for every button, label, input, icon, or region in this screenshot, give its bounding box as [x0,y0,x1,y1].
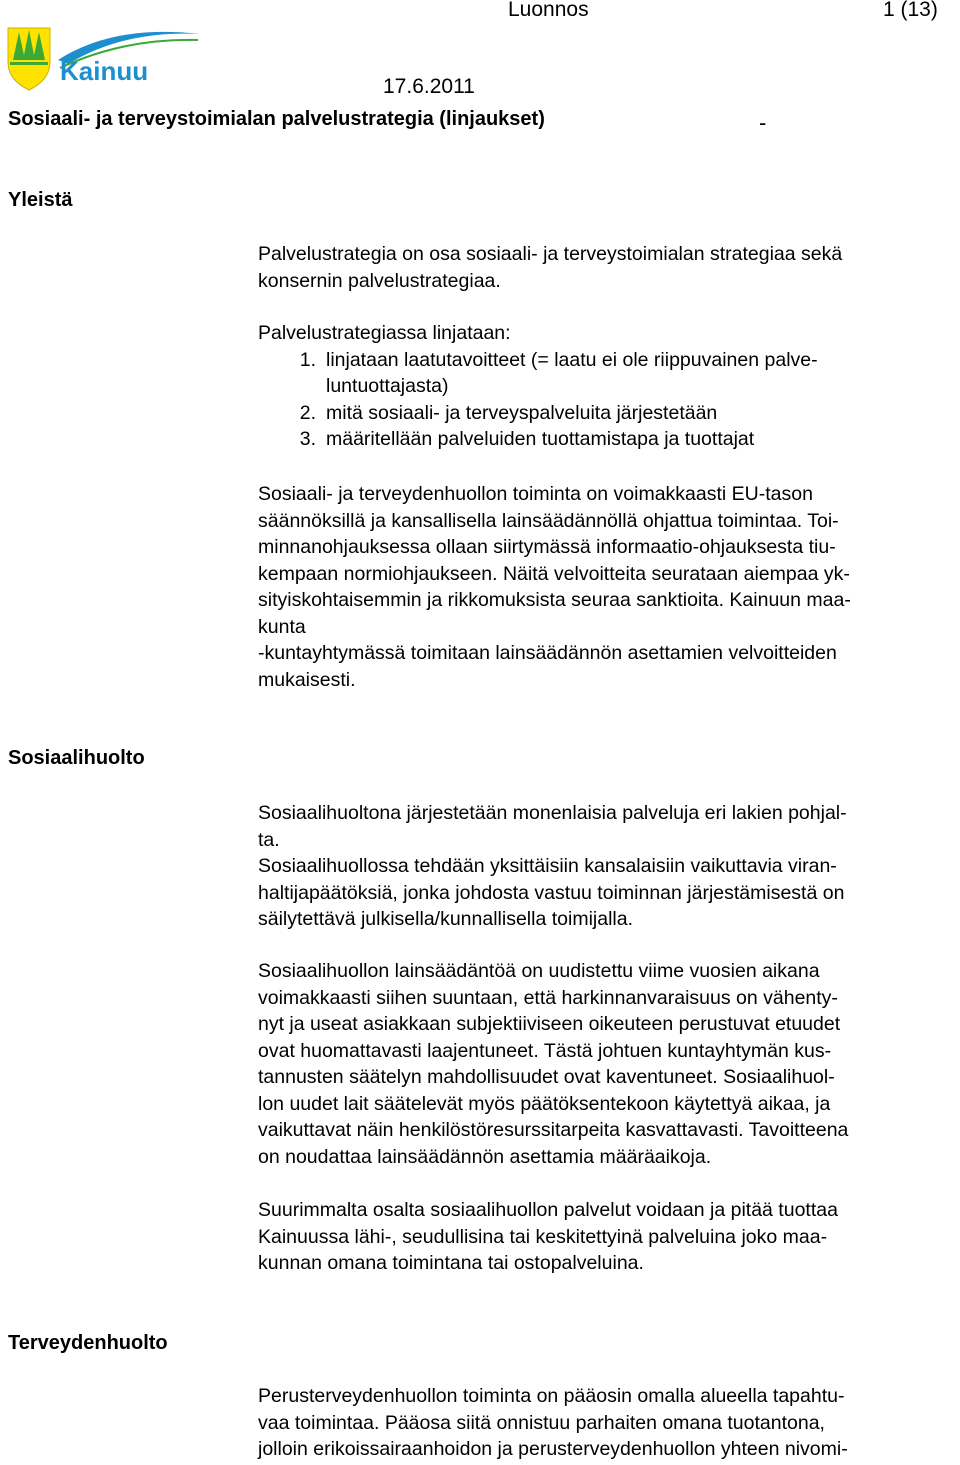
text-line: ta. [258,828,280,851]
yleista-list [258,320,958,453]
list-item-text: määritellään palveluiden tuottamistapa ja tuottajat [326,428,755,450]
yleista-paragraph-2 [258,481,958,693]
section-title-terveydenhuolto: Terveydenhuolto [8,1332,168,1354]
sosiaalihuolto-paragraph-2 [258,958,958,1170]
logo-wordmark: Kainuu [60,56,149,86]
text-line: lon uudet lait säätelevät myös päätöksentekoon käytettyä aikaa, ja [258,1092,831,1115]
page-number: 1 (13) [883,0,938,21]
list-item [258,400,958,427]
text-line: Palvelustrategia on osa sosiaali- ja terveystoimialan strategiaa sekä [258,243,843,265]
kainuu-logo-graphic [4,18,204,96]
document-title: Sosiaali- ja terveystoimialan palvelustrategia (linjaukset) [8,108,545,130]
list-item-number: 2. [299,401,316,424]
text-line: -kuntayhtymässä toimitaan lainsäädännön asettamien velvoitteiden [258,642,837,664]
sosiaalihuolto-paragraph-3 [258,1197,958,1277]
list-item-text: linjataan laatutavoitteet (= laatu ei ole riippuvainen palve- [326,348,818,371]
text-line: nyt ja useat asiakkaan subjektiiviseen oikeuteen perustuvat etuudet [258,1013,841,1035]
text-line: Sosiaalihuoltona järjestetään monenlaisia palveluja eri lakien pohjal- [258,802,847,824]
text-line: on noudattaa lainsäädännön asettamia määräaikoja. [258,1145,712,1168]
text-line: Suurimmalta osalta sosiaalihuollon palvelut voidaan ja pitää tuottaa [258,1199,838,1221]
text-line: Sosiaalihuollon lainsäädäntöä on uudistettu viime vuosien aikana [258,960,820,982]
text-line: Sosiaalihuollossa tehdään yksittäisiin kansalaisiin vaikuttavia viran- [258,855,837,877]
sosiaalihuolto-paragraph-1 [258,800,958,933]
kainuu-logo [4,18,204,96]
text-line: minnanohjauksessa ollaan siirtymässä informaatio-ohjauksesta tiu- [258,536,836,558]
list-item-number: 1. [299,348,316,371]
text-line: säilytettävä julkisella/kunnallisella toimijalla. [258,908,634,930]
text-line: kunnan omana toimintana tai ostopalveluina. [258,1252,644,1274]
header-dash: - [759,110,767,135]
text-line: konsernin palvelustrategiaa. [258,269,501,292]
text-line: vaikuttavat näin henkilöstöresurssitarpeita kasvattavasti. Tavoitteena [258,1119,849,1141]
text-line: voimakkaasti siihen suuntaan, että harkinnanvaraisuus on vähenty- [258,986,838,1009]
text-line: Kainuussa lähi-, seudullisina tai keskitettyinä palveluina joko maa- [258,1225,828,1248]
text-line: ovat huomattavasti laajentuneet. Tästä johtuen kuntayhtymän kus- [258,1039,832,1062]
list-item-text: mitä sosiaali- ja terveyspalveluita järjestetään [326,401,718,424]
list-intro: Palvelustrategiassa linjataan: [258,322,511,344]
terveydenhuolto-paragraph-1 [258,1383,958,1463]
text-line: kempaan normiohjaukseen. Näitä velvoitteita seurataan aiempaa yk- [258,562,850,585]
section-title-sosiaalihuolto: Sosiaalihuolto [8,747,145,769]
text-line: jolloin erikoissairaanhoidon ja perusterveydenhuollon yhteen nivomi- [258,1438,848,1460]
text-line: tannusten säätelyn mahdollisuudet ovat kaventuneet. Sosiaalihuol- [258,1066,835,1088]
text-line: Sosiaali- ja terveydenhuollon toiminta on voimakkaasti EU-tason [258,483,813,505]
text-line: säännöksillä ja kansallisella lainsäädännöllä ohjattua toimintaa. Toi- [258,509,839,532]
yleista-paragraph-1 [258,241,958,294]
list-item-continuation: luntuottajasta) [326,375,449,397]
text-line: Perusterveydenhuollon toiminta on pääosin omalla alueella tapahtu- [258,1385,845,1407]
text-line: haltijapäätöksiä, jonka johdosta vastuu toiminnan järjestämisestä on [258,881,845,904]
text-line: kunta [258,615,306,638]
document-status: Luonnos [508,0,589,21]
section-title-yleista: Yleistä [8,189,73,211]
text-line: vaa toimintaa. Pääosa siitä onnistuu parhaiten omana tuotantona, [258,1411,825,1434]
list-item [258,426,958,453]
list-item-number: 3. [299,428,316,450]
document-date: 17.6.2011 [383,75,475,98]
list-item [258,347,958,374]
text-line: mukaisesti. [258,668,356,691]
text-line: sityiskohtaisemmin ja rikkomuksista seuraa sanktioita. Kainuun maa- [258,589,851,611]
